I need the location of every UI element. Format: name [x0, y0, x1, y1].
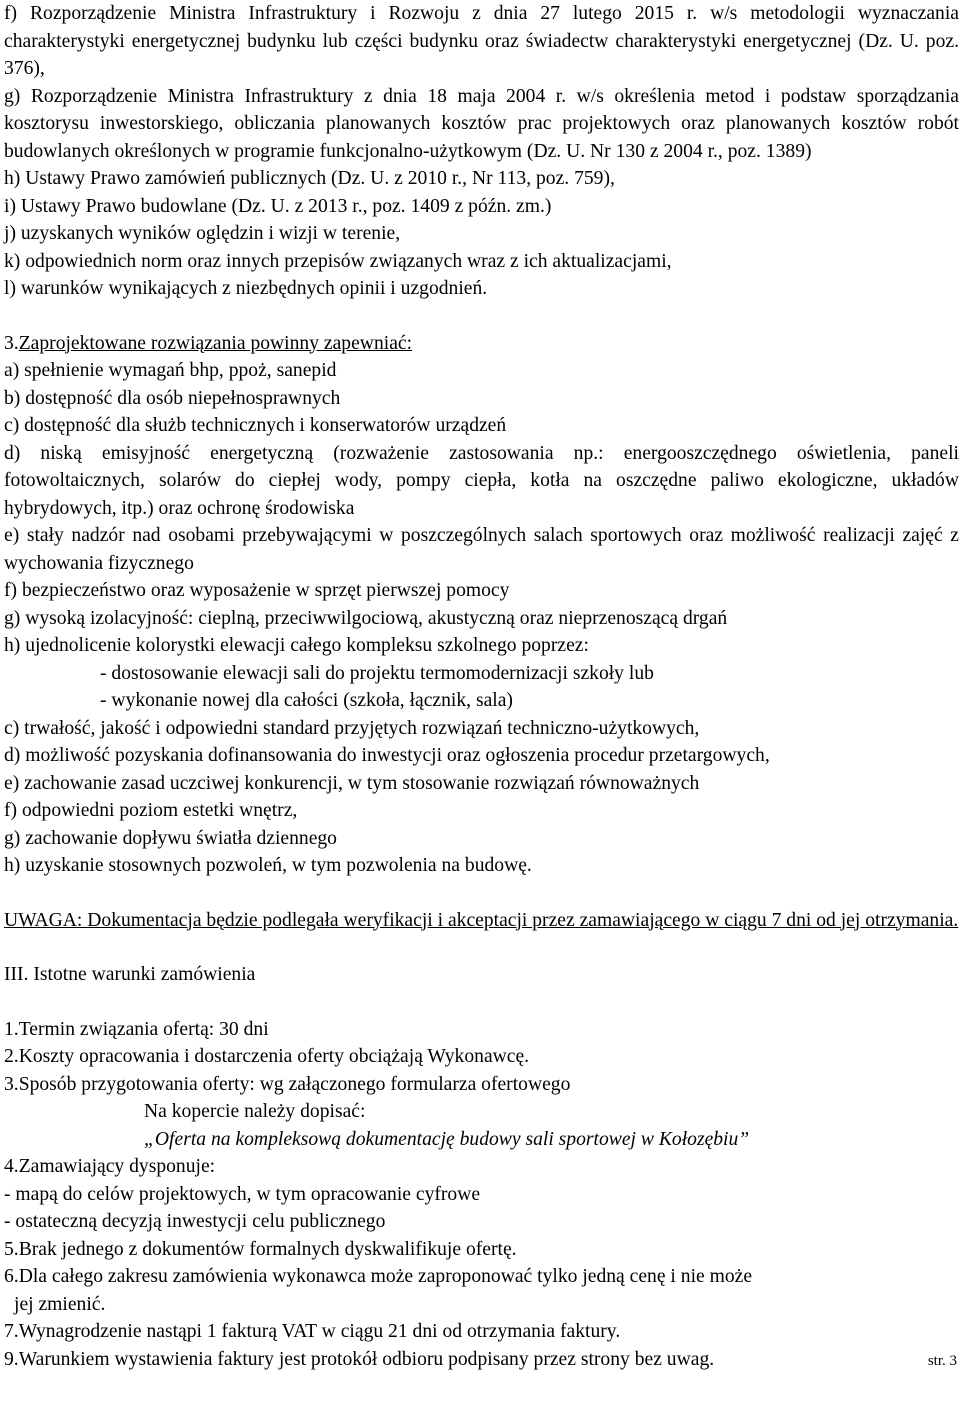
spacer: [4, 880, 959, 907]
spacer: [4, 303, 959, 330]
condition-3-note: Na kopercie należy dopisać:: [144, 1101, 366, 1122]
section-3-item-d2: d) możliwość pozyskania dofinansowania do inwestycji oraz ogłoszenia procedur przetargowych,: [4, 745, 770, 766]
section-3-item-c: c) dostępność dla służb technicznych i konserwatorów urządzeń: [4, 415, 507, 436]
last-line-row: [4, 1346, 959, 1374]
list-item-k: k) odpowiednich norm oraz innych przepisów związanych wraz z ich aktualizacjami,: [4, 250, 672, 272]
section-3-subitem-1: - dostosowanie elewacji sali do projektu termomodernizacji szkoły lub: [100, 662, 654, 684]
list-item-f: f) Rozporządzenie Ministra Infrastruktury i Rozwoju z dnia 27 lutego 2015 r. w/s metodologii wyznaczania charakterystyki energetycznej budynku lub części budynku oraz świadectw charakterystyki energetycznej (Dz. U. poz. 376),: [4, 3, 959, 79]
spacer: [4, 934, 959, 961]
warning-note: UWAGA: Dokumentacja będzie podlegała weryfikacji i akceptacji przez zamawiającego w ciągu 7 dni od jej otrzymania.: [4, 909, 959, 931]
spacer: [4, 989, 959, 1016]
condition-3: 3.Sposób przygotowania oferty: wg załączonego formularza ofertowego: [4, 1073, 571, 1095]
condition-1: 1.Termin związania ofertą: 30 dni: [4, 1018, 269, 1040]
section-3-item-c2: c) trwałość, jakość i odpowiedni standard przyjętych rozwiązań techniczno-użytkowych,: [4, 717, 700, 739]
page-number: str. 3: [927, 1352, 957, 1369]
condition-4: 4.Zamawiający dysponuje:: [4, 1156, 216, 1177]
section-3-item-g: g) wysoką izolacyjność: cieplną, przeciwwilgociową, akustyczną oraz nieprzenoszącą drgań: [4, 607, 728, 629]
section-iii-heading: III. Istotne warunki zamówienia: [4, 964, 256, 985]
list-item-l: l) warunków wynikających z niezbędnych opinii i uzgodnień.: [4, 278, 488, 299]
condition-3-quote: „Oferta na kompleksową dokumentację budowy sali sportowej w Kołozębiu”: [144, 1128, 750, 1150]
section-3-item-e: e) stały nadzór nad osobami przebywającymi w poszczególnych salach sportowych oraz możliwość realizacji zajęć z wychowania fizycznego: [4, 525, 959, 574]
section-3-item-f: f) bezpieczeństwo oraz wyposażenie w sprzęt pierwszej pomocy: [4, 580, 510, 601]
section-3-subitem-2: - wykonanie nowej dla całości (szkoła, łącznik, sala): [100, 690, 513, 711]
condition-5: 5.Brak jednego z dokumentów formalnych dyskwalifikuje ofertę.: [4, 1238, 517, 1260]
section-3-item-h2: h) uzyskanie stosownych pozwoleń, w tym pozwolenia na budowę.: [4, 855, 532, 876]
section-3-title: Zaprojektowane rozwiązania powinny zapewniać:: [18, 332, 413, 354]
section-3-item-h: h) ujednolicenie kolorystki elewacji całego kompleksu szkolnego poprzez:: [4, 635, 589, 656]
section-3-item-d: d) niską emisyjność energetyczną (rozważenie zastosowania np.: energooszczędnego oświetlenia, paneli fotowoltaicznych, solarów do ciepłej wody, pompy ciepła, kotła na oszczędne paliwo ekologiczne, układów hybrydowych, itp.) oraz ochronę środowiska: [4, 442, 959, 519]
document-page: [4, 0, 959, 1373]
list-item-g: g) Rozporządzenie Ministra Infrastruktury z dnia 18 maja 2004 r. w/s określenia metod i podstaw sporządzania kosztorysu inwestorskiego, obliczania planowanych kosztów prac projektowych oraz planowanych kosztów robót budowlanych określonych w programie funkcjonalno-użytkowym (Dz. U. Nr 130 z 2004 r., poz. 1389): [4, 85, 959, 162]
section-3-item-g2: g) zachowanie dopływu światła dziennego: [4, 827, 337, 849]
condition-4-a: - mapą do celów projektowych, w tym opracowanie cyfrowe: [4, 1183, 481, 1205]
condition-6: 6.Dla całego zakresu zamówienia wykonawca może zaproponować tylko jedną cenę i nie może: [4, 1266, 753, 1287]
section-3-item-f2: f) odpowiedni poziom estetki wnętrz,: [4, 800, 298, 821]
condition-9: 9.Warunkiem wystawienia faktury jest protokół odbioru podpisany przez strony bez uwag.: [4, 1348, 715, 1370]
section-3-item-a: a) spełnienie wymagań bhp, ppoż, sanepid: [4, 360, 337, 381]
condition-4-b: - ostateczną decyzją inwestycji celu publicznego: [4, 1211, 386, 1232]
list-item-i: i) Ustawy Prawo budowlane (Dz. U. z 2013 r., poz. 1409 z późn. zm.): [4, 195, 552, 217]
condition-2: 2.Koszty opracowania i dostarczenia oferty obciążają Wykonawcę.: [4, 1046, 530, 1067]
condition-7: 7.Wynagrodzenie nastąpi 1 fakturą VAT w ciągu 21 dni od otrzymania faktury.: [4, 1321, 621, 1342]
condition-6-cont: jej zmienić.: [14, 1293, 106, 1315]
list-item-h: h) Ustawy Prawo zamówień publicznych (Dz. U. z 2010 r., Nr 113, poz. 759),: [4, 168, 615, 189]
section-3-heading: [4, 330, 959, 358]
section-3-number: 3.: [4, 332, 19, 354]
list-item-j: j) uzyskanych wyników oględzin i wizji w terenie,: [4, 223, 401, 244]
section-3-item-b: b) dostępność dla osób niepełnosprawnych: [4, 387, 341, 409]
section-3-item-e2: e) zachowanie zasad uczciwej konkurencji, w tym stosowanie rozwiązań równoważnych: [4, 772, 700, 794]
